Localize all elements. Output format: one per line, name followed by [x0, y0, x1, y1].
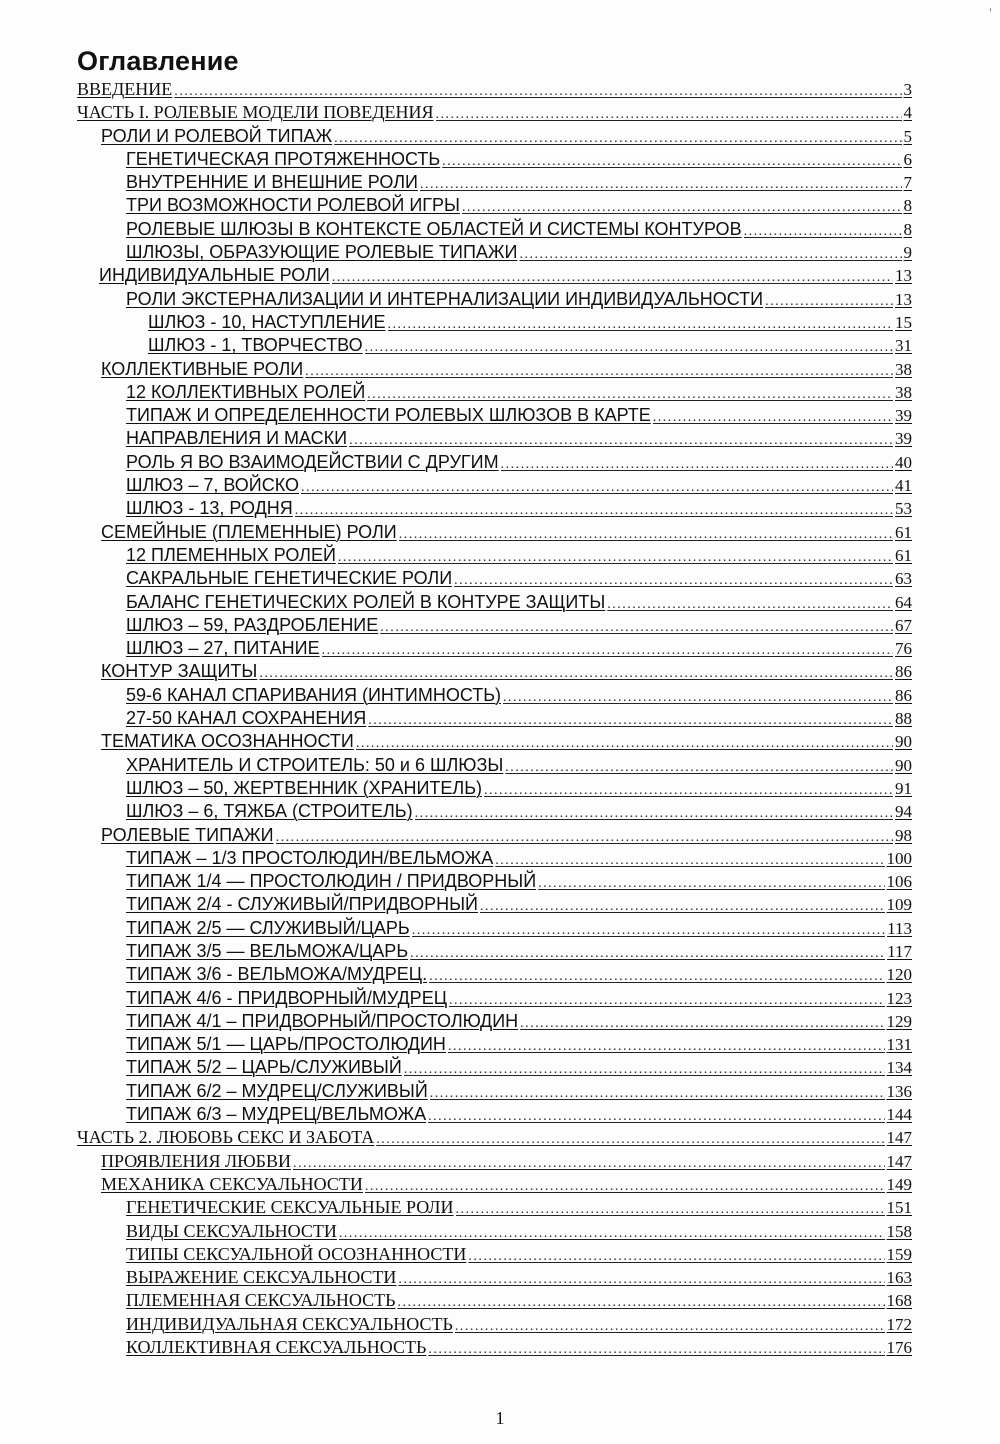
toc-entry-page: 134	[886, 1058, 912, 1078]
toc-entry-title: ШЛЮЗ – 7, ВОЙСКО	[126, 475, 300, 496]
toc-entry[interactable]	[0, 1080, 1000, 1103]
toc-entry-page: 176	[886, 1338, 912, 1358]
toc-heading: Оглавление	[77, 46, 239, 76]
toc-entry[interactable]	[0, 497, 1000, 520]
toc-list	[0, 78, 1000, 1359]
toc-entry-title: ТИПАЖ 5/2 – ЦАРЬ/СЛУЖИВЫЙ	[126, 1057, 402, 1078]
toc-entry[interactable]	[0, 311, 1000, 334]
toc-entry[interactable]	[0, 1220, 1000, 1243]
toc-entry[interactable]	[0, 893, 1000, 916]
toc-entry-title: ТЕМАТИКА ОСОЗНАННОСТИ	[101, 731, 354, 752]
toc-entry-title: ТИПАЖ 5/1 — ЦАРЬ/ПРОСТОЛЮДИН	[126, 1034, 446, 1055]
dot-leader	[449, 989, 884, 1012]
toc-entry-title: РОЛЬ Я ВО ВЗАИМОДЕЙСТВИИ С ДРУГИМ	[126, 451, 499, 472]
toc-entry-page: 13	[895, 289, 912, 309]
toc-entry[interactable]	[0, 707, 1000, 730]
toc-entry-title: ШЛЮЗ – 27, ПИТАНИЕ	[126, 638, 320, 659]
toc-entry-page: 136	[886, 1081, 912, 1101]
toc-entry[interactable]	[0, 544, 1000, 567]
dot-leader	[368, 709, 893, 732]
dot-leader	[462, 196, 902, 219]
toc-entry-title: НАПРАВЛЕНИЯ И МАСКИ	[126, 428, 348, 449]
dot-leader	[367, 383, 893, 406]
toc-entry-title: РОЛЕВЫЕ ШЛЮЗЫ В КОНТЕКСТЕ ОБЛАСТЕЙ И СИСТЕМЫ КОНТУРОВ	[126, 218, 742, 239]
toc-entry-title: 12 КОЛЛЕКТИВНЫХ РОЛЕЙ	[126, 381, 366, 402]
dot-leader	[301, 476, 893, 499]
toc-entry-page: 100	[886, 848, 912, 868]
dot-leader	[480, 895, 885, 918]
toc-entry-page: 109	[886, 895, 912, 915]
toc-entry[interactable]	[0, 940, 1000, 963]
toc-entry-page: 64	[895, 592, 912, 612]
toc-entry-page: 7	[903, 173, 912, 193]
toc-entry-page: 88	[895, 709, 912, 729]
dot-leader	[376, 1128, 884, 1151]
toc-entry-page: 91	[895, 778, 912, 798]
toc-entry[interactable]	[0, 1289, 1000, 1312]
toc-entry-page: 67	[895, 615, 912, 635]
toc-entry-title: ПЛЕМЕННАЯ СЕКСУАЛЬНОСТЬ	[126, 1290, 396, 1311]
dot-leader	[495, 849, 884, 872]
dot-leader	[322, 639, 893, 662]
dot-leader	[520, 1012, 884, 1035]
dot-leader	[397, 1291, 884, 1314]
toc-entry[interactable]	[0, 381, 1000, 404]
toc-entry-title: 27-50 КАНАЛ СОХРАНЕНИЯ	[126, 708, 367, 729]
toc-entry-page: 131	[886, 1035, 912, 1055]
toc-entry-title: САКРАЛЬНЫЕ ГЕНЕТИЧЕСКИЕ РОЛИ	[126, 568, 453, 589]
toc-entry-page: 8	[903, 219, 912, 239]
dot-leader	[398, 1268, 884, 1291]
toc-entry-page: 61	[895, 522, 912, 542]
dot-leader	[455, 1315, 885, 1338]
toc-entry[interactable]	[0, 264, 1000, 287]
dot-leader	[174, 80, 901, 103]
toc-entry[interactable]	[0, 1243, 1000, 1266]
toc-entry-title: ЧАСТЬ 2. ЛЮБОВЬ СЕКС И ЗАБОТА	[77, 1127, 375, 1148]
toc-entry-title: ЧАСТЬ I. РОЛЕВЫЕ МОДЕЛИ ПОВЕДЕНИЯ	[77, 102, 434, 123]
toc-entry-page: 98	[895, 825, 912, 845]
toc-entry-title: ТИПАЖ 2/5 — СЛУЖИВЫЙ/ЦАРЬ	[126, 917, 410, 938]
toc-entry[interactable]	[0, 824, 1000, 847]
toc-entry[interactable]	[0, 404, 1000, 427]
toc-entry-title: ТРИ ВОЗМОЖНОСТИ РОЛЕВОЙ ИГРЫ	[126, 195, 460, 216]
dot-leader	[339, 1222, 885, 1245]
toc-entry-page: 149	[886, 1174, 912, 1194]
toc-entry[interactable]	[0, 101, 1000, 124]
toc-entry-page: 13	[895, 266, 912, 286]
toc-entry-title: ШЛЮЗЫ, ОБРАЗУЮЩИЕ РОЛЕВЫЕ ТИПАЖИ	[126, 242, 518, 263]
dot-leader	[428, 1105, 884, 1128]
toc-entry[interactable]	[0, 730, 1000, 753]
dot-leader	[380, 616, 893, 639]
toc-entry-page: 163	[886, 1268, 912, 1288]
toc-entry-page: 123	[886, 988, 912, 1008]
toc-entry-title: ТИПАЖ 4/1 – ПРИДВОРНЫЙ/ПРОСТОЛЮДИН	[126, 1010, 519, 1031]
toc-entry-title: БАЛАНС ГЕНЕТИЧЕСКИХ РОЛЕЙ В КОНТУРЕ ЗАЩИТЫ	[126, 591, 606, 612]
toc-entry[interactable]	[0, 358, 1000, 381]
page-number: 1	[495, 1408, 505, 1428]
toc-entry-page: 106	[886, 872, 912, 892]
toc-entry-page: 39	[895, 406, 912, 426]
toc-entry-page: 159	[886, 1244, 912, 1264]
dot-leader	[334, 127, 901, 150]
toc-entry-page: 168	[886, 1291, 912, 1311]
dot-leader	[305, 360, 893, 383]
toc-entry[interactable]	[0, 218, 1000, 241]
toc-entry-page: 90	[895, 732, 912, 752]
toc-entry-title: ТИПАЖ 6/3 – МУДРЕЦ/ВЕЛЬМОЖА	[126, 1104, 427, 1125]
toc-entry[interactable]	[0, 1150, 1000, 1173]
dot-leader	[293, 1152, 884, 1175]
toc-entry[interactable]	[0, 684, 1000, 707]
dot-leader	[338, 546, 893, 569]
toc-entry-title: ШЛЮЗ – 59, РАЗДРОБЛЕНИЕ	[126, 614, 379, 635]
toc-entry[interactable]	[0, 917, 1000, 940]
toc-entry[interactable]	[0, 1010, 1000, 1033]
toc-entry[interactable]	[0, 800, 1000, 823]
toc-entry-title: ВВЕДЕНИЕ	[77, 79, 173, 99]
toc-entry[interactable]	[0, 1103, 1000, 1126]
toc-entry-page: 129	[886, 1011, 912, 1031]
toc-entry[interactable]	[0, 1033, 1000, 1056]
toc-entry-page: 144	[886, 1105, 912, 1125]
toc-entry-title: ТИПАЖ 6/2 – МУДРЕЦ/СЛУЖИВЫЙ	[126, 1080, 428, 1101]
toc-entry-page: 151	[886, 1198, 912, 1218]
dot-leader	[501, 453, 893, 476]
toc-entry-title: ГЕНЕТИЧЕСКИЕ СЕКСУАЛЬНЫЕ РОЛИ	[126, 1197, 454, 1218]
dot-leader	[448, 1035, 885, 1058]
toc-entry-title: КОНТУР ЗАЩИТЫ	[101, 661, 258, 682]
toc-entry[interactable]	[0, 427, 1000, 450]
dot-leader	[430, 1082, 885, 1105]
toc-entry-page: 63	[895, 569, 912, 589]
toc-entry-page: 53	[895, 499, 912, 519]
toc-entry[interactable]	[0, 194, 1000, 217]
dot-leader	[332, 266, 893, 289]
toc-entry-title: ШЛЮЗ - 13, РОДНЯ	[126, 498, 293, 519]
dot-leader	[356, 732, 893, 755]
toc-entry[interactable]	[0, 171, 1000, 194]
toc-entry[interactable]	[0, 288, 1000, 311]
toc-entry[interactable]	[0, 1266, 1000, 1289]
toc-entry-title: ГЕНЕТИЧЕСКАЯ ПРОТЯЖЕННОСТЬ	[126, 148, 441, 169]
dot-leader	[295, 499, 893, 522]
dot-leader	[399, 523, 893, 546]
toc-entry[interactable]	[0, 987, 1000, 1010]
toc-entry-page: 172	[886, 1314, 912, 1334]
dot-leader	[388, 313, 893, 336]
toc-entry[interactable]	[0, 1336, 1000, 1359]
toc-entry-page: 40	[895, 452, 912, 472]
toc-entry[interactable]	[0, 1173, 1000, 1196]
dot-leader	[428, 1338, 884, 1361]
dot-leader	[404, 1058, 885, 1081]
toc-entry-page: 117	[887, 941, 912, 961]
dot-leader	[412, 919, 885, 942]
toc-entry[interactable]	[0, 1056, 1000, 1079]
dot-leader	[456, 1198, 885, 1221]
toc-entry[interactable]	[0, 591, 1000, 614]
dot-leader	[765, 290, 893, 313]
toc-entry[interactable]	[0, 870, 1000, 893]
toc-entry-title: ТИПЫ СЕКСУАЛЬНОЙ ОСОЗНАННОСТИ	[126, 1243, 467, 1264]
toc-entry-page: 5	[903, 126, 912, 146]
toc-entry[interactable]	[0, 1126, 1000, 1149]
toc-entry[interactable]	[0, 451, 1000, 474]
toc-entry-title: ХРАНИТЕЛЬ И СТРОИТЕЛЬ: 50 и 6 ШЛЮЗЫ	[126, 754, 504, 775]
dot-leader	[420, 173, 902, 196]
dot-leader	[505, 756, 893, 779]
toc-entry-title: ШЛЮЗ - 10, НАСТУПЛЕНИЕ	[148, 311, 386, 332]
toc-entry-page: 147	[886, 1128, 912, 1148]
toc-entry-title: РОЛИ И РОЛЕВОЙ ТИПАЖ	[101, 125, 333, 146]
dot-leader	[744, 220, 902, 243]
toc-entry[interactable]	[0, 614, 1000, 637]
toc-entry-title: ТИПАЖ 2/4 - СЛУЖИВЫЙ/ПРИДВОРНЫЙ	[126, 894, 478, 915]
toc-entry[interactable]	[0, 1313, 1000, 1336]
toc-entry-title: ИНДИВИДУАЛЬНЫЕ РОЛИ	[99, 265, 330, 286]
dot-leader	[503, 686, 893, 709]
toc-entry-page: 120	[886, 965, 912, 985]
toc-entry[interactable]	[0, 777, 1000, 800]
dot-leader	[276, 826, 893, 849]
toc-entry-page: 31	[895, 336, 912, 356]
toc-entry-title: РОЛЕВЫЕ ТИПАЖИ	[101, 824, 274, 845]
toc-entry-title: ТИПАЖ 3/5 — ВЕЛЬМОЖА/ЦАРЬ	[126, 940, 409, 961]
toc-entry-page: 113	[887, 918, 912, 938]
toc-entry-title: МЕХАНИКА СЕКСУАЛЬНОСТИ	[101, 1173, 363, 1194]
toc-entry[interactable]	[0, 637, 1000, 660]
dot-leader	[538, 872, 884, 895]
dot-leader	[484, 779, 893, 802]
scan-edge-mark: '	[988, 6, 992, 20]
toc-entry[interactable]	[0, 847, 1000, 870]
toc-entry-page: 90	[895, 755, 912, 775]
toc-entry[interactable]	[0, 125, 1000, 148]
toc-entry[interactable]	[0, 521, 1000, 544]
toc-entry-page: 94	[895, 802, 912, 822]
toc-entry-title: ВИДЫ СЕКСУАЛЬНОСТИ	[126, 1220, 337, 1241]
dot-leader	[653, 406, 893, 429]
toc-entry-title: 59-6 КАНАЛ СПАРИВАНИЯ (ИНТИМНОСТЬ)	[126, 684, 502, 705]
toc-entry-page: 76	[895, 639, 912, 659]
dot-leader	[415, 802, 893, 825]
toc-entry-title: ШЛЮЗ – 50, ЖЕРТВЕННИК (ХРАНИТЕЛЬ)	[126, 777, 483, 798]
toc-entry-page: 61	[895, 545, 912, 565]
toc-entry-title: 12 ПЛЕМЕННЫХ РОЛЕЙ	[126, 544, 336, 565]
toc-entry-page: 147	[886, 1151, 912, 1171]
toc-entry-title: СЕМЕЙНЫЕ (ПЛЕМЕННЫЕ) РОЛИ	[101, 521, 397, 542]
dot-leader	[365, 1175, 885, 1198]
toc-entry-title: КОЛЛЕКТИВНЫЕ РОЛИ	[101, 358, 304, 379]
toc-entry-title: РОЛИ ЭКСТЕРНАЛИЗАЦИИ И ИНТЕРНАЛИЗАЦИИ ИНДИВИДУАЛЬНОСТИ	[126, 288, 764, 309]
toc-entry-page: 38	[895, 382, 912, 402]
toc-entry-title: ТИПАЖ 1/4 — ПРОСТОЛЮДИН / ПРИДВОРНЫЙ	[126, 871, 537, 892]
dot-leader	[454, 569, 893, 592]
toc-entry-page: 38	[895, 359, 912, 379]
toc-entry-page: 41	[895, 476, 912, 496]
toc-entry-title: ШЛЮЗ – 6, ТЯЖБА (СТРОИТЕЛЬ)	[126, 801, 413, 822]
dot-leader	[365, 336, 893, 359]
dot-leader	[429, 965, 884, 988]
toc-entry-title: ВЫРАЖЕНИЕ СЕКСУАЛЬНОСТИ	[126, 1267, 397, 1288]
dot-leader	[442, 150, 901, 173]
toc-entry-title: ТИПАЖ 4/6 - ПРИДВОРНЫЙ/МУДРЕЦ	[126, 987, 448, 1008]
toc-entry-title: ТИПАЖ И ОПРЕДЕЛЕННОСТИ РОЛЕВЫХ ШЛЮЗОВ В КАРТЕ	[126, 405, 651, 426]
toc-entry-title: КОЛЛЕКТИВНАЯ СЕКСУАЛЬНОСТЬ	[126, 1337, 427, 1358]
toc-entry[interactable]	[0, 78, 1000, 101]
toc-entry-title: ТИПАЖ 3/6 - ВЕЛЬМОЖА/МУДРЕЦ.	[126, 964, 428, 985]
toc-entry[interactable]	[0, 474, 1000, 497]
toc-entry-title: ВНУТРЕННИЕ И ВНЕШНИЕ РОЛИ	[126, 172, 418, 193]
toc-entry-page: 9	[903, 243, 912, 263]
toc-entry-page: 4	[903, 103, 912, 123]
dot-leader	[607, 593, 893, 616]
toc-entry-page: 8	[903, 196, 912, 216]
toc-entry-page: 6	[903, 149, 912, 169]
toc-entry-title: ШЛЮЗ - 1, ТВОРЧЕСТВО	[148, 335, 363, 356]
dot-leader	[349, 429, 893, 452]
toc-entry[interactable]	[0, 148, 1000, 171]
dot-leader	[410, 942, 885, 965]
toc-entry-title: ТИПАЖ – 1/3 ПРОСТОЛЮДИН/ВЕЛЬМОЖА	[126, 847, 494, 868]
toc-entry[interactable]	[0, 1196, 1000, 1219]
toc-entry-page: 86	[895, 662, 912, 682]
toc-entry[interactable]	[0, 334, 1000, 357]
dot-leader	[436, 103, 902, 126]
dot-leader	[468, 1245, 884, 1268]
toc-entry[interactable]	[0, 754, 1000, 777]
toc-entry-title: ПРОЯВЛЕНИЯ ЛЮБВИ	[101, 1150, 292, 1171]
toc-entry-page: 39	[895, 429, 912, 449]
toc-entry[interactable]	[0, 567, 1000, 590]
toc-entry[interactable]	[0, 660, 1000, 683]
toc-entry-page: 158	[886, 1221, 912, 1241]
dot-leader	[259, 662, 893, 685]
toc-entry-page: 15	[895, 312, 912, 332]
toc-entry-page: 86	[895, 685, 912, 705]
toc-entry[interactable]	[0, 963, 1000, 986]
toc-entry-page: 3	[903, 80, 912, 99]
toc-entry-title: ИНДИВИДУАЛЬНАЯ СЕКСУАЛЬНОСТЬ	[126, 1313, 453, 1334]
dot-leader	[519, 243, 901, 266]
toc-entry[interactable]	[0, 241, 1000, 264]
